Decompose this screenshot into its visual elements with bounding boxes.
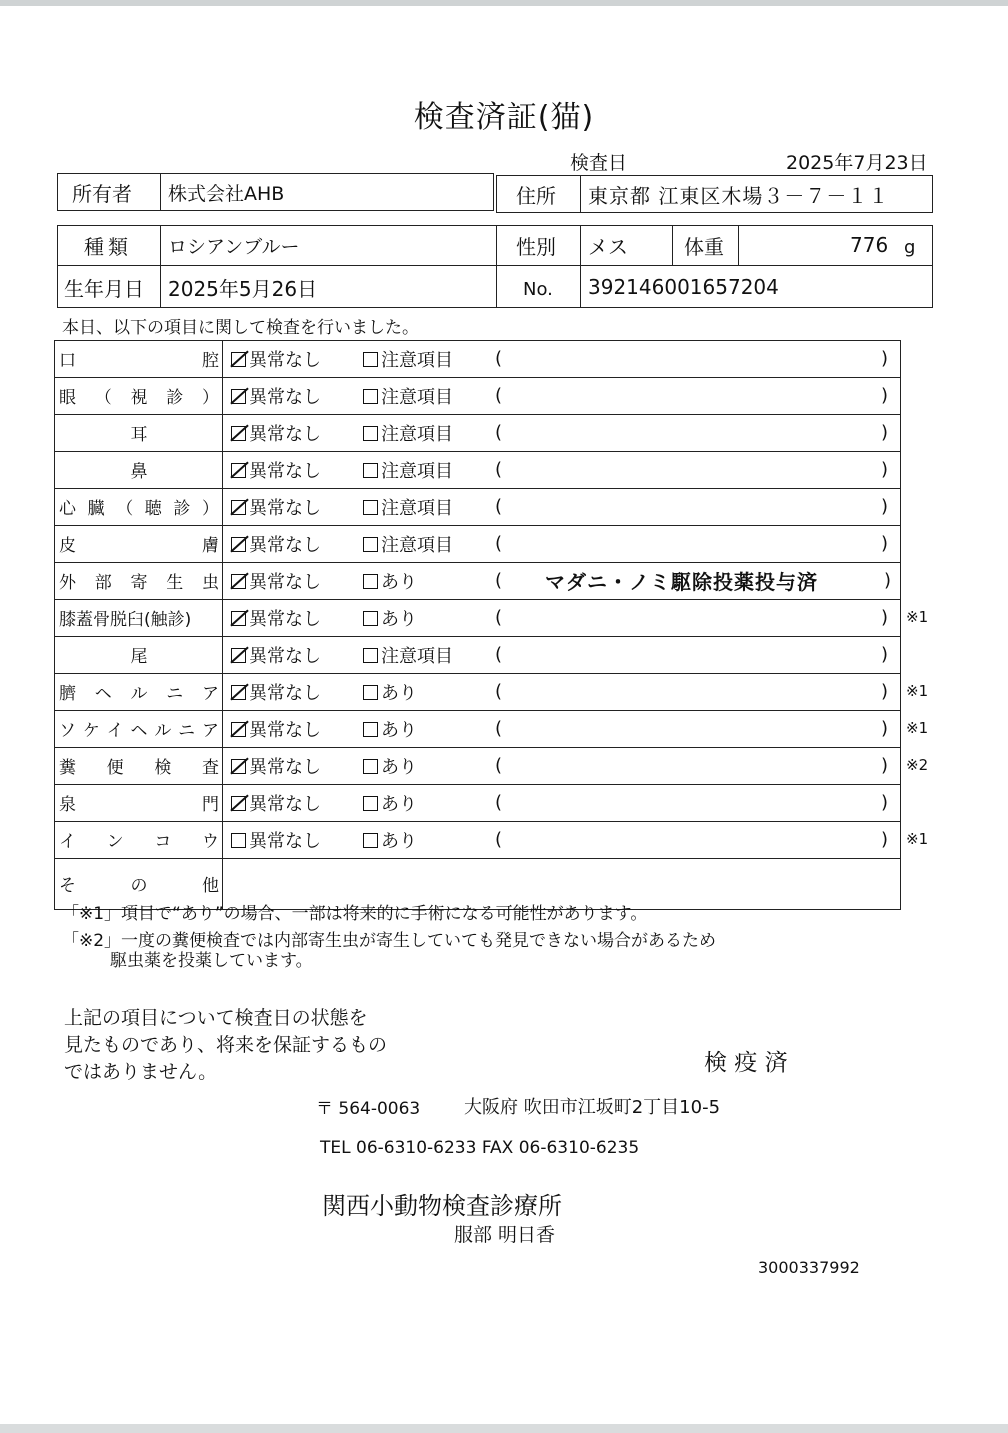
item-label-char: ア bbox=[202, 684, 219, 704]
other-checkbox[interactable] bbox=[363, 574, 378, 589]
item-label-char: （ bbox=[116, 499, 134, 519]
normal-checkbox[interactable] bbox=[231, 389, 246, 404]
item-label-char: 外 bbox=[59, 573, 76, 593]
item-label-char: イ bbox=[59, 832, 76, 852]
item-label-char: 査 bbox=[201, 758, 219, 778]
normal-option[interactable] bbox=[231, 711, 321, 746]
birthdate-label: 生年月日 bbox=[64, 276, 144, 301]
other-option[interactable] bbox=[363, 526, 453, 561]
note-open-paren: ( bbox=[495, 570, 503, 591]
item-label-char: 腔 bbox=[202, 351, 219, 371]
item-label-char: ） bbox=[202, 388, 219, 408]
other-checkbox[interactable] bbox=[363, 352, 378, 367]
checklist-row bbox=[54, 747, 901, 784]
item-label-char: （ bbox=[94, 388, 112, 408]
normal-checkbox[interactable] bbox=[231, 537, 246, 552]
note-close-paren: ) bbox=[881, 496, 889, 517]
scan-bottom-edge bbox=[0, 1424, 1008, 1433]
number-label: No. bbox=[523, 278, 553, 300]
note-close-paren: ) bbox=[881, 829, 889, 850]
number-value: 392146001657204 bbox=[588, 275, 779, 299]
footnote-mark: ※1 bbox=[906, 682, 929, 700]
other-label: あり bbox=[381, 830, 417, 852]
normal-option[interactable] bbox=[231, 415, 321, 450]
other-checkbox[interactable] bbox=[363, 611, 378, 626]
item-label-char: 寄 bbox=[130, 573, 148, 593]
person-name: 服部 明日香 bbox=[454, 1224, 556, 1246]
other-label: あり bbox=[381, 571, 417, 593]
other-option[interactable] bbox=[363, 674, 417, 709]
item-label-char: ソ bbox=[59, 721, 76, 741]
normal-option[interactable] bbox=[231, 341, 321, 376]
other-label: 注意項目 bbox=[381, 386, 453, 408]
breed-label: 種類 bbox=[84, 234, 132, 259]
other-option[interactable] bbox=[363, 785, 417, 820]
weight-unit: g bbox=[904, 236, 916, 258]
item-label-char: ニ bbox=[166, 684, 184, 704]
quarantine-stamp: 検 疫 済 bbox=[704, 1050, 788, 1076]
weight-label: 体重 bbox=[684, 234, 724, 259]
item-label-char: 虫 bbox=[202, 573, 219, 593]
note-close-paren: ) bbox=[881, 681, 889, 702]
item-label-char: 口 bbox=[59, 351, 76, 371]
other-option[interactable] bbox=[363, 563, 417, 598]
item-label-char: ヘ bbox=[94, 684, 112, 704]
normal-option[interactable] bbox=[231, 637, 321, 672]
note-open-paren: ( bbox=[495, 792, 503, 813]
owner-value: 株式会社AHB bbox=[168, 182, 285, 205]
other-option[interactable] bbox=[363, 378, 453, 413]
note-close-paren: ) bbox=[881, 718, 889, 739]
normal-label: 異常なし bbox=[249, 645, 321, 667]
disclaimer-line-2: 見たものであり、将来を保証するもの bbox=[64, 1034, 388, 1056]
item-label-char: 視 bbox=[130, 388, 148, 408]
address-label: 住所 bbox=[516, 183, 556, 208]
note-open-paren: ( bbox=[495, 422, 503, 443]
item-label-char: ヘ bbox=[130, 721, 148, 741]
footnote-2-line1: 「※2」一度の糞便検査では内部寄生虫が寄生していても発見できない場合があるため bbox=[62, 931, 717, 951]
note-close-paren: ) bbox=[881, 792, 889, 813]
other-option[interactable] bbox=[363, 748, 417, 783]
item-label-char: 他 bbox=[202, 875, 219, 896]
note-close-paren: ) bbox=[881, 385, 889, 406]
checklist-row bbox=[54, 673, 901, 710]
other-checkbox[interactable] bbox=[363, 463, 378, 478]
tel-fax: TEL 06-6310-6233 FAX 06-6310-6235 bbox=[320, 1138, 640, 1158]
note-open-paren: ( bbox=[495, 459, 503, 480]
note-open-paren: ( bbox=[495, 496, 503, 517]
item-label-char: ル bbox=[154, 721, 172, 741]
checklist-row bbox=[54, 377, 901, 414]
normal-label: 異常なし bbox=[249, 386, 321, 408]
note-open-paren: ( bbox=[495, 533, 503, 554]
item-label-char: 診 bbox=[173, 499, 191, 519]
other-label: 注意項目 bbox=[381, 460, 453, 482]
item-label-char: 臍 bbox=[59, 684, 76, 704]
item-label-char: 膚 bbox=[202, 536, 219, 556]
other-checkbox[interactable] bbox=[363, 500, 378, 515]
item-label bbox=[59, 452, 219, 487]
item-label-char: 門 bbox=[202, 795, 219, 815]
other-label: 注意項目 bbox=[381, 534, 453, 556]
normal-checkbox[interactable] bbox=[231, 796, 246, 811]
normal-label: 異常なし bbox=[249, 349, 321, 371]
checklist-row bbox=[54, 821, 901, 858]
item-note: マダニ・ノミ駆除投薬投与済 bbox=[545, 570, 818, 594]
other-checkbox[interactable] bbox=[363, 759, 378, 774]
footnote-1: 「※1」項目で“あり”の場合、一部は将来的に手術になる可能性があります。 bbox=[62, 904, 648, 924]
birthdate-value: 2025年5月26日 bbox=[168, 276, 318, 301]
item-label bbox=[59, 822, 219, 857]
normal-checkbox[interactable] bbox=[231, 574, 246, 589]
item-label-char: 診 bbox=[166, 388, 184, 408]
item-label bbox=[59, 711, 219, 746]
item-label-char: 臓 bbox=[87, 499, 105, 519]
other-option[interactable] bbox=[363, 822, 417, 857]
item-label bbox=[59, 785, 219, 820]
other-label: あり bbox=[381, 756, 417, 778]
checklist-row bbox=[54, 414, 901, 451]
other-label: 注意項目 bbox=[381, 645, 453, 667]
note-open-paren: ( bbox=[495, 755, 503, 776]
item-label-char: 検 bbox=[154, 758, 172, 778]
checklist-row bbox=[54, 525, 901, 562]
normal-checkbox[interactable] bbox=[231, 759, 246, 774]
document-number: 3000337992 bbox=[758, 1258, 860, 1277]
item-label-char: の bbox=[130, 875, 148, 896]
item-label-char: 部 bbox=[94, 573, 112, 593]
other-checkbox[interactable] bbox=[363, 426, 378, 441]
normal-label: 異常なし bbox=[249, 423, 321, 445]
disclaimer-line-3: ではありません。 bbox=[64, 1061, 218, 1083]
item-label bbox=[59, 674, 219, 709]
note-open-paren: ( bbox=[495, 348, 503, 369]
breed-value: ロシアンブルー bbox=[168, 235, 300, 258]
other-checkbox[interactable] bbox=[363, 648, 378, 663]
item-label-char: ル bbox=[130, 684, 148, 704]
note-close-paren: ) bbox=[881, 459, 889, 480]
checklist-row bbox=[54, 784, 901, 821]
item-label-char: 泉 bbox=[59, 795, 76, 815]
note-open-paren: ( bbox=[495, 607, 503, 628]
item-label-char: ケ bbox=[82, 721, 100, 741]
sex-value: メス bbox=[588, 234, 628, 259]
item-label-char: 生 bbox=[166, 573, 184, 593]
other-checkbox[interactable] bbox=[363, 685, 378, 700]
address-value: 東京都 江東区木場３－７－１１ bbox=[588, 183, 890, 208]
normal-option[interactable] bbox=[231, 452, 321, 487]
note-open-paren: ( bbox=[495, 681, 503, 702]
item-label bbox=[59, 600, 219, 635]
weight-value: 776 bbox=[850, 233, 889, 257]
normal-option[interactable] bbox=[231, 748, 321, 783]
note-close-paren: ) bbox=[884, 570, 892, 591]
owner-label: 所有者 bbox=[72, 181, 132, 206]
note-close-paren: ) bbox=[881, 755, 889, 776]
item-label-char: そ bbox=[59, 875, 76, 896]
checklist-row bbox=[54, 636, 901, 673]
checklist-row bbox=[54, 599, 901, 636]
footnote-mark: ※1 bbox=[906, 830, 929, 848]
checklist-row bbox=[54, 488, 901, 525]
scan-top-edge bbox=[0, 0, 1008, 6]
normal-checkbox[interactable] bbox=[231, 722, 246, 737]
normal-label: 異常なし bbox=[249, 682, 321, 704]
other-label: あり bbox=[381, 608, 417, 630]
item-label-char: コ bbox=[154, 832, 172, 852]
other-checkbox[interactable] bbox=[363, 722, 378, 737]
normal-option[interactable] bbox=[231, 489, 321, 524]
footnote-2-line2: 駆虫薬を投薬しています。 bbox=[110, 951, 313, 971]
note-open-paren: ( bbox=[495, 644, 503, 665]
item-label-char: ン bbox=[106, 832, 124, 852]
note-close-paren: ) bbox=[881, 533, 889, 554]
other-label: あり bbox=[381, 682, 417, 704]
normal-option[interactable] bbox=[231, 526, 321, 561]
normal-label: 異常なし bbox=[249, 571, 321, 593]
other-label: 注意項目 bbox=[381, 423, 453, 445]
item-label bbox=[59, 748, 219, 783]
normal-option[interactable] bbox=[231, 674, 321, 709]
other-option[interactable] bbox=[363, 600, 417, 635]
document-title: 検査済証(猫) bbox=[413, 100, 595, 135]
other-option[interactable] bbox=[363, 341, 453, 376]
inspection-date-value: 2025年7月23日 bbox=[786, 152, 928, 174]
normal-option[interactable] bbox=[231, 785, 321, 820]
other-checkbox[interactable] bbox=[363, 833, 378, 848]
item-label bbox=[59, 489, 219, 524]
clinic-name: 関西小動物検査診療所 bbox=[322, 1192, 562, 1220]
item-label bbox=[59, 526, 219, 561]
item-label-char: ） bbox=[201, 499, 219, 519]
normal-label: 異常なし bbox=[249, 830, 321, 852]
item-label-char: ア bbox=[201, 721, 219, 741]
item-label bbox=[59, 378, 219, 413]
item-label-char: 皮 bbox=[59, 536, 76, 556]
normal-checkbox[interactable] bbox=[231, 426, 246, 441]
item-label bbox=[59, 637, 219, 672]
other-option[interactable] bbox=[363, 415, 453, 450]
other-label: 注意項目 bbox=[381, 497, 453, 519]
item-label bbox=[59, 563, 219, 598]
item-label-char: 鼻 bbox=[130, 462, 148, 482]
disclaimer-line-1: 上記の項目について検査日の状態を bbox=[64, 1007, 368, 1029]
other-checkbox[interactable] bbox=[363, 796, 378, 811]
other-checkbox[interactable] bbox=[363, 537, 378, 552]
item-label-char: ニ bbox=[178, 721, 196, 741]
other-label: 注意項目 bbox=[381, 349, 453, 371]
footnote-mark: ※2 bbox=[906, 756, 929, 774]
normal-label: 異常なし bbox=[249, 460, 321, 482]
normal-checkbox[interactable] bbox=[231, 611, 246, 626]
checklist-row bbox=[54, 340, 901, 377]
normal-option[interactable] bbox=[231, 563, 321, 598]
footnote-mark: ※1 bbox=[906, 608, 929, 626]
item-label-char: 尾 bbox=[130, 647, 148, 667]
item-label-char: 糞 bbox=[59, 758, 76, 778]
note-close-paren: ) bbox=[881, 348, 889, 369]
item-label-char: 便 bbox=[106, 758, 124, 778]
inspection-date-label: 検査日 bbox=[570, 152, 628, 174]
postal-code: 〒 564-0063 bbox=[316, 1099, 421, 1119]
checklist-row bbox=[54, 710, 901, 747]
normal-option[interactable] bbox=[231, 378, 321, 413]
normal-checkbox[interactable] bbox=[231, 500, 246, 515]
other-option[interactable] bbox=[363, 452, 453, 487]
item-label-char: 耳 bbox=[130, 425, 148, 445]
note-open-paren: ( bbox=[495, 829, 503, 850]
clinic-address: 大阪府 吹田市江坂町2丁目10-5 bbox=[464, 1097, 721, 1118]
note-close-paren: ) bbox=[881, 644, 889, 665]
other-option[interactable] bbox=[363, 711, 417, 746]
item-label bbox=[59, 415, 219, 450]
normal-option[interactable] bbox=[231, 600, 321, 635]
normal-option[interactable] bbox=[231, 822, 321, 857]
other-label: あり bbox=[381, 719, 417, 741]
normal-label: 異常なし bbox=[249, 719, 321, 741]
item-label-char: 聴 bbox=[144, 499, 162, 519]
checklist-row bbox=[54, 562, 901, 599]
normal-label: 異常なし bbox=[249, 497, 321, 519]
item-label-char: 心 bbox=[59, 499, 76, 519]
footnote-mark: ※1 bbox=[906, 719, 929, 737]
other-checkbox[interactable] bbox=[363, 389, 378, 404]
normal-label: 異常なし bbox=[249, 793, 321, 815]
sex-label: 性別 bbox=[516, 234, 556, 259]
normal-checkbox[interactable] bbox=[231, 463, 246, 478]
item-label-char: ウ bbox=[201, 832, 219, 852]
item-label-char: イ bbox=[106, 721, 124, 741]
checklist-row bbox=[54, 451, 901, 488]
item-label-char: 膝蓋骨脱臼(触診) bbox=[59, 610, 192, 630]
normal-checkbox[interactable] bbox=[231, 833, 246, 848]
note-close-paren: ) bbox=[881, 607, 889, 628]
item-label bbox=[59, 341, 219, 376]
normal-label: 異常なし bbox=[249, 756, 321, 778]
normal-label: 異常なし bbox=[249, 608, 321, 630]
other-label: あり bbox=[381, 793, 417, 815]
other-option[interactable] bbox=[363, 637, 453, 672]
normal-checkbox[interactable] bbox=[231, 648, 246, 663]
intro-text: 本日、以下の項目に関して検査を行いました。 bbox=[62, 318, 419, 338]
other-option[interactable] bbox=[363, 489, 453, 524]
note-open-paren: ( bbox=[495, 718, 503, 739]
normal-checkbox[interactable] bbox=[231, 685, 246, 700]
note-open-paren: ( bbox=[495, 385, 503, 406]
normal-label: 異常なし bbox=[249, 534, 321, 556]
normal-checkbox[interactable] bbox=[231, 352, 246, 367]
note-close-paren: ) bbox=[881, 422, 889, 443]
item-label-char: 眼 bbox=[59, 388, 76, 408]
